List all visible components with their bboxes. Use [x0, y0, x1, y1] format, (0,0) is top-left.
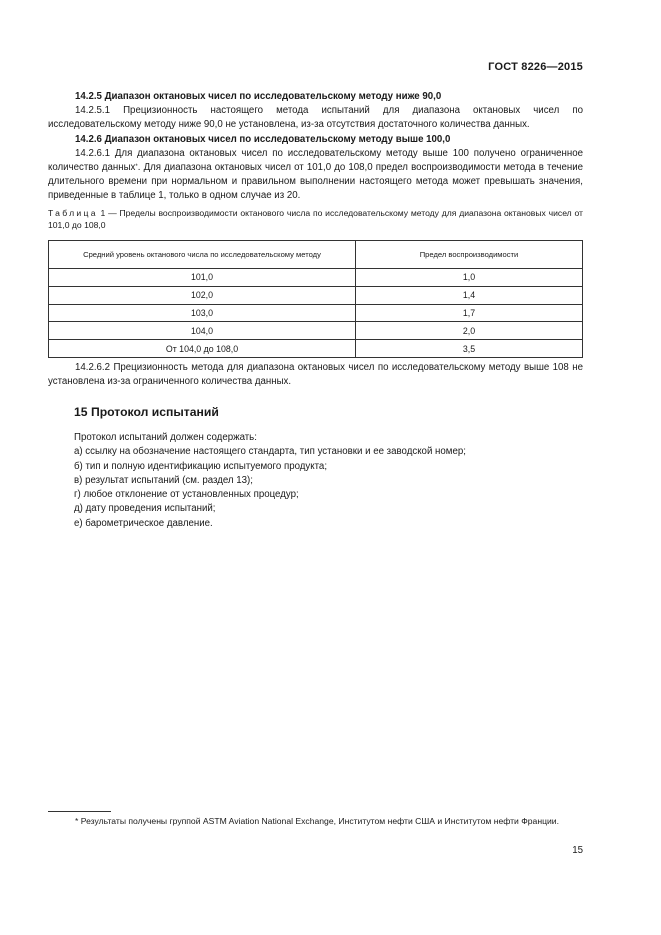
cell-level: 104,0	[49, 322, 356, 340]
section-15-body	[74, 431, 584, 531]
sections-14-2-5-and-14-2-6	[48, 90, 583, 204]
cell-limit: 3,5	[356, 340, 583, 358]
cell-limit: 1,4	[356, 286, 583, 304]
footnote-marker: *	[135, 164, 138, 171]
table-row	[49, 304, 583, 322]
table-caption	[48, 208, 583, 231]
standard-code: ГОСТ 8226—2015	[488, 61, 583, 73]
list-item: в) результат испытаний (см. раздел 13);	[74, 474, 253, 486]
list-item: г) любое отклонение от установленных процедур;	[74, 489, 299, 501]
list-item: е) барометрическое давление.	[74, 517, 213, 529]
page-number: 15	[572, 845, 583, 856]
para-14-2-5-1: 14.2.5.1 Прецизионность настоящего метода испытаний для диапазона октановых чисел по исследовательскому методу ниже 90,0 не установлена, из-за отсутствия достаточного количества данных.	[48, 105, 583, 131]
heading-14-2-6: 14.2.6 Диапазон октановых чисел по исследовательскому методу выше 100,0	[75, 133, 451, 145]
cell-level: 101,0	[49, 269, 356, 287]
heading-14-2-5: 14.2.5 Диапазон октановых чисел по исследовательскому методу ниже 90,0	[75, 91, 442, 102]
column-header-level: Средний уровень октанового числа по исследовательскому методу	[49, 241, 356, 269]
table-row	[49, 340, 583, 358]
cell-limit: 1,0	[356, 269, 583, 287]
column-header-limit: Предел воспроизводимости	[356, 241, 583, 269]
table-caption-text: 1 — Пределы воспроизводимости октанового числа по исследовательскому методу для диапазона октановых чисел от 101,0 до 108,0	[48, 208, 583, 230]
table-row	[49, 269, 583, 287]
cell-limit: 1,7	[356, 304, 583, 322]
reproducibility-table	[48, 240, 583, 358]
cell-level: 102,0	[49, 286, 356, 304]
cell-level: 103,0	[49, 304, 356, 322]
footnote-divider	[48, 811, 111, 812]
section-15-intro: Протокол испытаний должен содержать:	[74, 432, 257, 443]
para-14-2-6-1-text-a: 14.2.6.1 Для диапазона октановых чисел по исследовательскому методу выше 100 получено ограниченное количество данных	[48, 147, 583, 174]
para-14-2-6-2: 14.2.6.2 Прецизионность метода для диапазона октановых чисел по исследовательскому методу выше 108 не установлена из-за ограниченного количества данных.	[48, 362, 583, 388]
table-caption-label: Таблица	[48, 208, 98, 218]
footnote	[48, 815, 583, 828]
footnote-text: * Результаты получены группой ASTM Aviation National Exchange, Институтом нефти США и Институтом нефти Франции.	[75, 816, 559, 826]
table-row	[49, 322, 583, 340]
table-header-row	[49, 241, 583, 269]
para-14-2-6-1-text-b: . Для диапазона октановых чисел от 101,0 до 108,0 предел воспроизводимости метода в течение длительного времени при нормальном и правильном выполнении настоящего метода может превышать значения, приведенные в таблице 1, только в одном случае из 20.	[48, 162, 583, 202]
table-row	[49, 286, 583, 304]
section-14-2-6-2	[48, 361, 583, 389]
cell-level: От 104,0 до 108,0	[49, 340, 356, 358]
list-item: б) тип и полную идентификацию испытуемого продукта;	[74, 460, 328, 472]
list-item: а) ссылку на обозначение настоящего стандарта, тип установки и ее заводской номер;	[74, 446, 466, 458]
para-14-2-6-1	[48, 147, 583, 204]
cell-limit: 2,0	[356, 322, 583, 340]
list-item: д) дату проведения испытаний;	[74, 503, 216, 515]
section-15-title: 15 Протокол испытаний	[74, 405, 219, 419]
